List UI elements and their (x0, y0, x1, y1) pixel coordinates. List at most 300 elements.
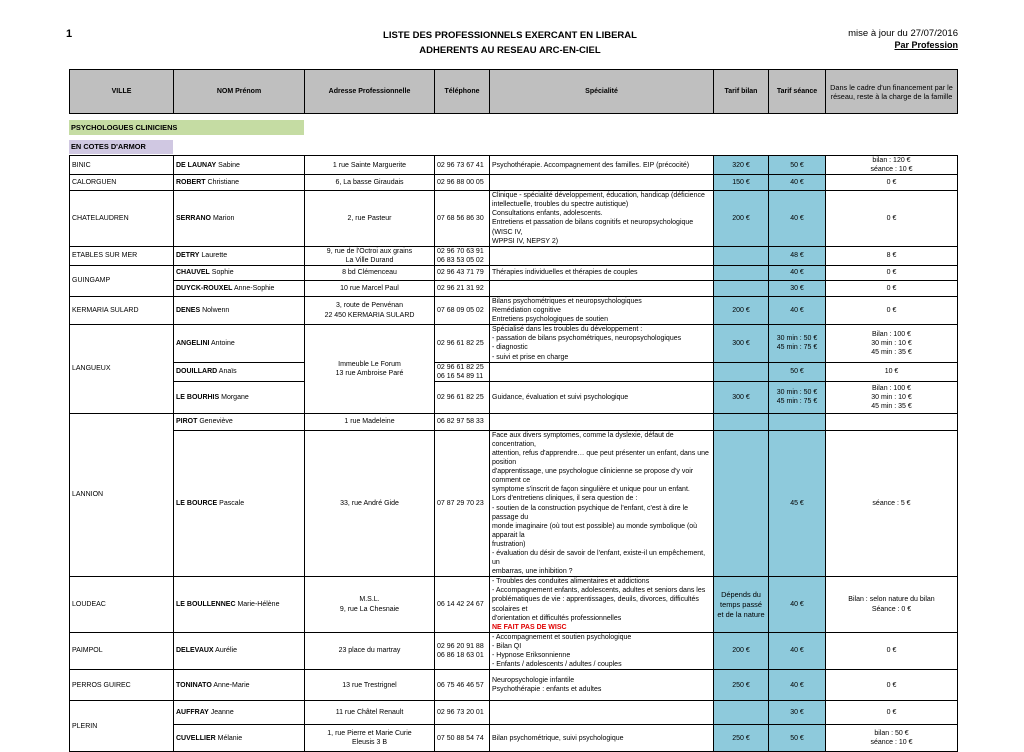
specialty-line: Thérapies individuelles et thérapies de couples (492, 269, 638, 277)
cell-nom (174, 725, 305, 752)
address-line: 11 rue Châtel Renault (335, 709, 404, 717)
surname: DELEVAUX (176, 647, 214, 655)
cell-tarif-seance (769, 246, 826, 265)
specialty-line: - Enfants / adolescents / adultes / couples (492, 661, 622, 669)
family-charge: 45 min : 35 € (871, 402, 912, 410)
family-charge: bilan : 50 € (874, 730, 909, 738)
header-reste-charge: Dans le cadre d'un financement par le réseau, reste à la charge de la famille (826, 70, 958, 114)
cell-reste-charge (826, 175, 958, 191)
cell-telephone (435, 325, 490, 362)
surname: DE LAUNAY (176, 161, 217, 169)
surname: TONINATO (176, 681, 212, 689)
cell-adresse (305, 265, 435, 280)
professionals-table (69, 155, 958, 752)
address-line: 9, rue La Chesnaie (339, 605, 400, 613)
phone-number: 06 75 46 46 57 (437, 681, 484, 689)
header-tarif-bilan: Tarif bilan (714, 70, 769, 114)
cell-reste-charge (826, 296, 958, 324)
table-row (70, 246, 958, 265)
session-price: 30 min : 50 € (776, 335, 818, 343)
cell-telephone (435, 296, 490, 324)
address-line: La Ville Durand (345, 256, 394, 264)
first-name: Aurélie (213, 647, 237, 655)
cell-reste-charge (826, 430, 958, 577)
surname: DETRY (176, 252, 200, 260)
header-nom: NOM Prénom (174, 70, 305, 114)
specialty-line: monde imaginaire (où tout est possible) au monde symbolique (où apparait la (492, 522, 698, 539)
phone-number: 06 83 53 05 02 (437, 256, 484, 264)
cell-adresse (305, 632, 435, 669)
family-charge: 0 € (886, 709, 897, 717)
cell-reste-charge (826, 381, 958, 413)
sort-label: Par Profession (894, 40, 958, 50)
cell-tarif-bilan: 320 € (714, 156, 769, 175)
header-adresse: Adresse Professionnelle (305, 70, 435, 114)
cell-adresse (305, 701, 435, 725)
cell-reste-charge (826, 577, 958, 633)
first-name: Christiane (205, 179, 240, 187)
cell-adresse (305, 670, 435, 701)
first-name: Antoine (209, 339, 235, 347)
cell-specialite (490, 265, 714, 280)
first-name: Geneviève (197, 418, 233, 426)
cell-telephone (435, 280, 490, 296)
cell-adresse (305, 413, 435, 430)
header-table (69, 69, 958, 114)
cell-specialite (490, 632, 714, 669)
session-price: 40 € (790, 269, 804, 277)
specialty-line: Lors d'entretiens cliniques, il sera question de : (492, 495, 638, 503)
address-line: 2, rue Pasteur (347, 214, 392, 222)
table-row (70, 725, 958, 752)
address-line: 3, route de Penvénan (336, 302, 403, 310)
specialty-line: - diagnostic (492, 344, 528, 352)
cell-telephone (435, 381, 490, 413)
session-price: 48 € (790, 252, 804, 260)
category-label: PSYCHOLOGUES CLINICIENS (69, 120, 304, 135)
cell-adresse (305, 577, 435, 633)
session-price: 40 € (790, 179, 804, 187)
phone-number: 02 96 20 91 88 (437, 642, 484, 650)
specialty-line: Psychothérapie : enfants et adultes (492, 686, 602, 694)
phone-number: 02 96 61 82 25 (437, 393, 484, 401)
cell-telephone (435, 670, 490, 701)
surname: LE BOULLENNEC (176, 601, 236, 609)
cell-adresse (305, 280, 435, 296)
address-line: 22 450 KERMARIA SULARD (324, 311, 415, 319)
phone-number: 02 96 88 00 05 (437, 179, 484, 187)
session-price: 30 € (790, 709, 804, 717)
cell-tarif-seance (769, 325, 826, 362)
cell-reste-charge (826, 156, 958, 175)
cell-tarif-seance (769, 725, 826, 752)
cell-tarif-seance (769, 670, 826, 701)
cell-tarif-bilan (714, 430, 769, 577)
cell-tarif-seance (769, 362, 826, 381)
specialty-line: - Accompagnement enfants, adolescents, adultes et seniors dans les (492, 587, 706, 595)
specialty-line: Spécialisé dans les troubles du développement : (492, 326, 643, 334)
document-subtitle: ADHERENTS AU RESEAU ARC-EN-CIEL (419, 45, 601, 56)
table-row (70, 280, 958, 296)
cell-nom (174, 280, 305, 296)
table-row (70, 156, 958, 175)
cell-telephone (435, 246, 490, 265)
cell-specialite (490, 280, 714, 296)
phone-number: 02 96 21 31 92 (437, 284, 484, 292)
first-name: Sabine (216, 161, 240, 169)
family-charge: 10 € (884, 368, 899, 376)
table-row (70, 381, 958, 413)
family-charge: 0 € (886, 681, 897, 689)
cell-tarif-bilan (714, 413, 769, 430)
first-name: Pascale (217, 499, 245, 507)
cell-ville: LANNION (70, 413, 174, 577)
specialty-line: Guidance, évaluation et suivi psychologique (492, 393, 629, 401)
cell-nom (174, 175, 305, 191)
session-price: 45 € (790, 499, 804, 507)
address-line: Eleusis 3 B (351, 739, 388, 747)
cell-specialite (490, 413, 714, 430)
address-line: Immeuble Le Forum (338, 360, 401, 368)
cell-nom (174, 362, 305, 381)
address-line: 13 rue Ambroise Paré (335, 370, 404, 377)
cell-ville: CALORGUEN (70, 175, 174, 191)
cell-specialite (490, 577, 714, 633)
session-price: 30 € (790, 284, 804, 292)
specialty-line: Clinique - spécialité développement, éducation, handicap (déficience (492, 192, 705, 200)
phone-number: 02 96 73 67 41 (437, 161, 484, 169)
specialty-line: Consultations enfants, adolescents. (492, 210, 603, 218)
phone-number: 07 87 29 70 23 (437, 499, 484, 507)
cell-tarif-bilan: 300 € (714, 381, 769, 413)
table-row (70, 577, 958, 633)
cell-specialite (490, 296, 714, 324)
table-row (70, 191, 958, 247)
cell-nom (174, 430, 305, 577)
header-specialite: Spécialité (490, 70, 714, 114)
surname: PIROT (176, 418, 198, 426)
phone-number: 06 16 54 89 11 (437, 372, 484, 380)
cell-nom (174, 246, 305, 265)
first-name: Marie-Hélène (235, 601, 280, 609)
cell-specialite (490, 175, 714, 191)
table-row (70, 430, 958, 577)
specialty-line: - passation de bilans psychométriques, neuropsychologiques (492, 335, 682, 343)
cell-tarif-seance (769, 632, 826, 669)
cell-tarif-seance (769, 701, 826, 725)
cell-ville: GUINGAMP (70, 265, 174, 296)
session-price: 45 min : 75 € (776, 344, 818, 352)
first-name: Anaïs (217, 368, 237, 376)
surname: LE BOURHIS (176, 393, 220, 401)
cell-reste-charge (826, 280, 958, 296)
cell-tarif-bilan: 250 € (714, 670, 769, 701)
specialty-line: intellectuelle, troubles du spectre autistique) (492, 201, 629, 209)
session-price: 50 € (790, 734, 804, 742)
cell-adresse (305, 246, 435, 265)
phone-number: 02 96 61 82 25 (437, 339, 484, 347)
cell-nom (174, 577, 305, 633)
phone-number: 02 96 43 71 79 (437, 269, 484, 277)
specialty-line: Remédiation cognitive (492, 307, 561, 315)
specialty-line: Face aux divers symptomes, comme la dyslexie, défaut de concentration, (492, 431, 674, 448)
family-charge: 30 min : 10 € (871, 339, 912, 347)
specialty-line: Bilans psychométriques et neuropsychologiques (492, 297, 642, 305)
cell-adresse (305, 191, 435, 247)
address-line: M.S.L. (359, 596, 380, 604)
address-line: 1 rue Sainte Marguerite (332, 161, 407, 169)
specialty-line: - Troubles des conduites alimentaires et addictions (492, 578, 650, 586)
cell-tarif-bilan (714, 246, 769, 265)
cell-ville: LOUDEAC (70, 577, 174, 633)
cell-tarif-seance (769, 280, 826, 296)
table-row (70, 670, 958, 701)
address-line: 8 bd Clémenceau (342, 269, 397, 277)
table-row (70, 296, 958, 324)
first-name: Laurette (199, 252, 228, 260)
cell-reste-charge (826, 191, 958, 247)
cell-telephone (435, 701, 490, 725)
cell-tarif-seance (769, 296, 826, 324)
cell-tarif-seance (769, 413, 826, 430)
cell-specialite (490, 430, 714, 577)
cell-specialite (490, 156, 714, 175)
family-charge: Bilan : selon nature du bilan (848, 596, 935, 604)
first-name: Anne-Marie (211, 681, 250, 689)
cell-nom (174, 265, 305, 280)
session-price: 50 € (790, 368, 804, 376)
family-charge: Bilan : 100 € (872, 384, 911, 392)
surname: ANGELINI (176, 339, 210, 347)
cell-specialite (490, 670, 714, 701)
cell-telephone (435, 577, 490, 633)
cell-ville: PAIMPOL (70, 632, 174, 669)
surname: DENES (176, 307, 201, 315)
cell-telephone (435, 362, 490, 381)
cell-tarif-bilan: Dépends du temps passé et de la nature (714, 577, 769, 633)
table-row (70, 701, 958, 725)
cell-tarif-bilan: 200 € (714, 632, 769, 669)
table-row (70, 632, 958, 669)
department-label: EN COTES D'ARMOR (69, 140, 173, 154)
cell-reste-charge (826, 670, 958, 701)
cell-tarif-seance (769, 430, 826, 577)
phone-number: 06 86 18 63 01 (437, 652, 484, 660)
phone-number: 07 68 09 05 02 (437, 307, 484, 315)
family-charge: 0 € (886, 307, 897, 315)
cell-nom (174, 381, 305, 413)
family-charge: 45 min : 35 € (871, 348, 912, 356)
specialty-line: Neuropsychologie infantile (492, 677, 575, 685)
family-charge: 0 € (886, 647, 897, 655)
surname: ROBERT (176, 179, 206, 187)
phone-number: 07 50 88 54 74 (437, 734, 484, 742)
table-row (70, 362, 958, 381)
cell-nom (174, 156, 305, 175)
cell-tarif-bilan (714, 701, 769, 725)
session-price: 50 € (790, 161, 804, 169)
specialty-line: Entretiens et passation de bilans cognitifs et neuropsychologique (WISC IV, (492, 219, 694, 236)
cell-telephone (435, 725, 490, 752)
cell-telephone (435, 430, 490, 577)
session-price: 40 € (790, 601, 804, 609)
first-name: Mélanie (215, 734, 243, 742)
phone-number: 06 14 42 24 67 (437, 601, 484, 609)
cell-nom (174, 413, 305, 430)
phone-number: 02 96 61 82 25 (437, 363, 484, 371)
cell-tarif-bilan: 150 € (714, 175, 769, 191)
specialty-line: symptome s'inscrit de façon singulière et unique pour un enfant. (492, 486, 690, 494)
cell-nom (174, 325, 305, 362)
cell-specialite (490, 701, 714, 725)
table-row (70, 265, 958, 280)
specialty-line: embarras, une inhibition ? (492, 568, 573, 576)
phone-number: 07 68 56 86 30 (437, 214, 484, 222)
specialty-line: - évaluation du désir de savoir de l'enfant, existe-il un empêchement, un (492, 550, 706, 567)
cell-telephone (435, 175, 490, 191)
cell-ville: LANGUEUX (70, 325, 174, 414)
cell-ville: ETABLES SUR MER (70, 246, 174, 265)
specialty-line: frustration) (492, 540, 526, 548)
cell-tarif-bilan (714, 265, 769, 280)
session-price: 30 min : 50 € (776, 389, 818, 397)
first-name: Morgane (219, 393, 249, 401)
cell-reste-charge (826, 413, 958, 430)
first-name: Anne-Sophie (232, 284, 275, 292)
cell-telephone (435, 156, 490, 175)
cell-telephone (435, 632, 490, 669)
surname: DOUILLARD (176, 368, 218, 376)
address-line: 13 rue Trestrignel (342, 681, 397, 689)
family-charge: 0 € (886, 269, 897, 277)
cell-ville: PLERIN (70, 701, 174, 752)
cell-telephone (435, 265, 490, 280)
specialty-line: - Accompagnement et soutien psychologique (492, 633, 632, 641)
cell-tarif-bilan: 250 € (714, 725, 769, 752)
family-charge: séance : 10 € (870, 166, 913, 174)
header-ville: VILLE (70, 70, 174, 114)
cell-specialite (490, 381, 714, 413)
cell-reste-charge (826, 246, 958, 265)
surname: DUYCK-ROUXEL (176, 284, 233, 292)
specialty-line: Psychothérapie. Accompagnement des familles. EIP (précocité) (492, 161, 690, 169)
family-charge: 0 € (886, 284, 897, 292)
family-charge: séance : 5 € (872, 499, 911, 507)
cell-tarif-bilan (714, 280, 769, 296)
specialty-line: attention, refus d'apprendre… que peut présenter un enfant, dans une position (492, 449, 709, 467)
specialty-line: - suivi et prise en charge (492, 353, 569, 361)
cell-adresse (305, 156, 435, 175)
table-row (70, 413, 958, 430)
phone-number: 02 96 70 63 91 (437, 247, 484, 255)
specialty-line: - soutien de la construction psychique de l'enfant, c'est à dire le passage du (492, 504, 689, 521)
cell-tarif-seance (769, 577, 826, 633)
cell-nom (174, 191, 305, 247)
cell-reste-charge (826, 701, 958, 725)
address-line: 10 rue Marcel Paul (340, 284, 399, 292)
cell-specialite (490, 725, 714, 752)
cell-nom (174, 296, 305, 324)
phone-number: 06 82 97 58 33 (437, 418, 484, 426)
cell-tarif-seance (769, 265, 826, 280)
cell-tarif-seance (769, 191, 826, 247)
cell-ville: KERMARIA SULARD (70, 296, 174, 324)
cell-tarif-bilan: 200 € (714, 296, 769, 324)
surname: AUFFRAY (176, 709, 209, 717)
surname: SERRANO (176, 214, 212, 222)
family-charge: bilan : 120 € (872, 157, 911, 164)
cell-adresse (305, 725, 435, 752)
cell-ville: PERROS GUIREC (70, 670, 174, 701)
specialty-line: Bilan psychométrique, suivi psychologique (492, 734, 624, 742)
cell-tarif-seance (769, 381, 826, 413)
session-price: 40 € (790, 681, 804, 689)
specialty-line: Entretiens psychologiques de soutien (492, 316, 608, 324)
session-price: 40 € (790, 307, 804, 315)
cell-nom (174, 632, 305, 669)
cell-specialite (490, 191, 714, 247)
cell-tarif-seance (769, 175, 826, 191)
family-charge: 0 € (886, 214, 897, 222)
cell-nom (174, 701, 305, 725)
session-price: 40 € (790, 214, 804, 222)
session-price: 40 € (790, 647, 804, 655)
cell-ville: CHATELAUDREN (70, 191, 174, 247)
specialty-warning: NE FAIT PAS DE WISC (492, 623, 567, 631)
cell-nom (174, 670, 305, 701)
specialty-line: d'apprentissage, une psychologue clinicienne se propose d'y voir comment ce (492, 468, 694, 485)
cell-telephone (435, 413, 490, 430)
cell-tarif-bilan: 200 € (714, 191, 769, 247)
table-row (70, 175, 958, 191)
specialty-line: - Hypnose Eriksonnienne (492, 652, 571, 660)
first-name: Nolwenn (200, 307, 230, 315)
page-number: 1 (66, 28, 73, 40)
cell-specialite (490, 325, 714, 362)
cell-adresse (305, 175, 435, 191)
cell-adresse (305, 325, 435, 414)
cell-tarif-bilan: 300 € (714, 325, 769, 362)
cell-tarif-bilan (714, 362, 769, 381)
first-name: Sophie (209, 269, 234, 277)
update-date: mise à jour du 27/07/2016 (848, 28, 958, 39)
family-charge: Bilan : 100 € (872, 330, 911, 338)
phone-number: 02 96 73 20 01 (437, 709, 484, 717)
header-telephone: Téléphone (435, 70, 490, 114)
family-charge: séance : 10 € (870, 739, 913, 747)
header-tarif-seance: Tarif séance (769, 70, 826, 114)
address-line: 1, rue Pierre et Marie Curie (327, 730, 412, 738)
cell-reste-charge (826, 725, 958, 752)
cell-reste-charge (826, 325, 958, 362)
cell-reste-charge (826, 362, 958, 381)
surname: CUVELLIER (176, 734, 216, 742)
address-line: 23 place du martray (338, 647, 401, 655)
address-line: 9, rue de l'Octroi aux grains (326, 247, 413, 255)
document-title: LISTE DES PROFESSIONNELS EXERCANT EN LIBERAL (383, 30, 637, 41)
session-price: 45 min : 75 € (776, 398, 818, 406)
table-row (70, 325, 958, 362)
address-line: 33, rue André Gide (340, 499, 399, 507)
cell-specialite (490, 362, 714, 381)
address-line: 6, La basse Giraudais (335, 179, 404, 187)
cell-adresse (305, 296, 435, 324)
surname: LE BOURCE (176, 499, 218, 507)
cell-reste-charge (826, 265, 958, 280)
address-line: 1 rue Madeleine (344, 418, 395, 426)
specialty-line: WPPSI IV, NEPSY 2) (492, 237, 559, 245)
first-name: Marion (211, 214, 235, 222)
